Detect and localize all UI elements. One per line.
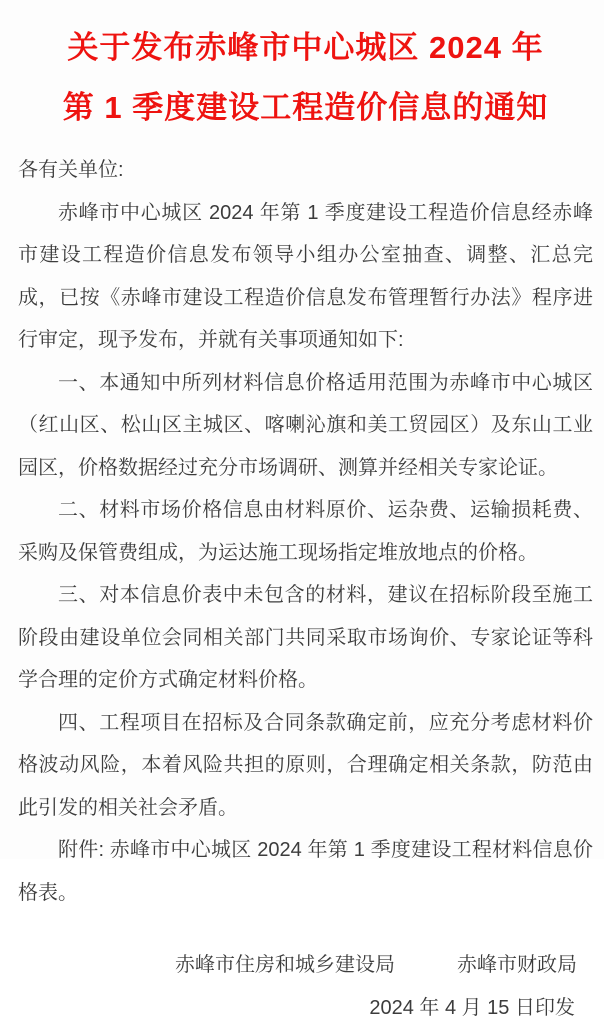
paragraph-attachment: 附件: 赤峰市中心城区 2024 年第 1 季度建设工程材料信息价格表。 <box>18 829 593 914</box>
notice-title <box>18 18 593 138</box>
notice-title-line-2: 第 1 季度建设工程造价信息的通知 <box>18 78 593 138</box>
paragraph-item-4: 四、工程项目在招标及合同条款确定前，应充分考虑材料价格波动风险，本着风险共担的原则，合理确定相关条款，防范由此引发的相关社会矛盾。 <box>18 702 593 830</box>
notice-body <box>18 149 593 914</box>
paragraph-item-2: 二、材料市场价格信息由材料原价、运杂费、运输损耗费、采购及保管费组成，为运达施工现场指定堆放地点的价格。 <box>18 489 593 574</box>
paragraph-intro: 赤峰市中心城区 2024 年第 1 季度建设工程造价信息经赤峰市建设工程造价信息发布领导小组办公室抽查、调整、汇总完成，已按《赤峰市建设工程造价信息发布管理暂行办法》程序进行审定，现予发布，并就有关事项通知如下: <box>18 192 593 362</box>
print-date: 2024 年 4 月 15 日印发 <box>18 987 593 1029</box>
salutation: 各有关单位: <box>18 149 593 192</box>
signature-row <box>18 944 593 987</box>
notice-title-line-1: 关于发布赤峰市中心城区 2024 年 <box>18 18 593 78</box>
signature-housing-bureau: 赤峰市住房和城乡建设局 <box>175 944 395 987</box>
paragraph-item-3: 三、对本信息价表中未包含的材料，建议在招标阶段至施工阶段由建设单位会同相关部门共同采取市场询价、专家论证等科学合理的定价方式确定材料价格。 <box>18 574 593 702</box>
signature-finance-bureau: 赤峰市财政局 <box>457 944 577 987</box>
paragraph-item-1: 一、本通知中所列材料信息价格适用范围为赤峰市中心城区（红山区、松山区主城区、喀喇沁旗和美工贸园区）及东山工业园区，价格数据经过充分市场调研、测算并经相关专家论证。 <box>18 362 593 490</box>
